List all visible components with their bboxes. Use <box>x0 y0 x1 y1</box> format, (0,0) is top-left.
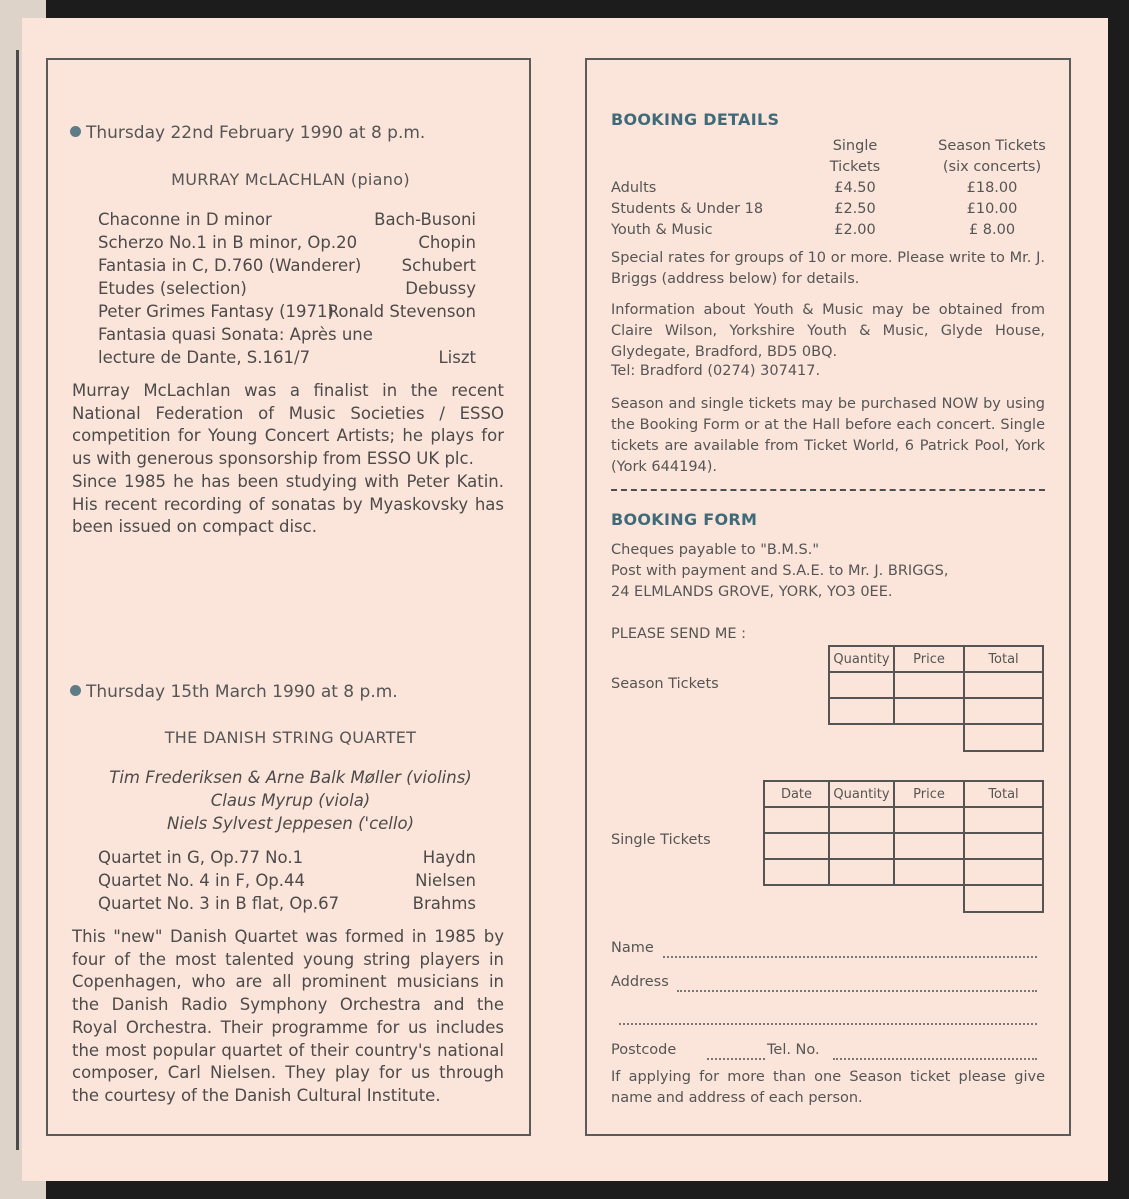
col-season-header-1: Season Tickets <box>938 138 1046 154</box>
price-row-label: Youth & Music <box>611 222 713 238</box>
programme-row: Chaconne in D minor Bach-Busoni <box>98 210 476 229</box>
booking-form-title: BOOKING FORM <box>611 510 758 529</box>
programme-row: lecture de Dante, S.161/7 Liszt <box>98 348 476 367</box>
address-field-line-2[interactable] <box>619 1023 1037 1025</box>
single-quantity-cell[interactable] <box>829 807 894 833</box>
programme-row: Etudes (selection) Debussy <box>98 279 476 298</box>
concert-panel <box>46 58 531 1136</box>
price-row-single: £4.50 <box>834 180 876 196</box>
season-ticket-grid <box>828 645 1044 752</box>
youth-music-tel: Tel: Bradford (0274) 307417. <box>611 363 821 379</box>
bullet-icon <box>70 126 81 137</box>
single-price-cell[interactable] <box>894 807 964 833</box>
youth-music-info: Information about Youth & Music may be obtained from Claire Wilson, Yorkshire Youth & Music, Glyde House, Glydegate, Bradford, BD5 0BQ. <box>611 302 1045 360</box>
concert1-date: Thursday 22nd February 1990 at 8 p.m. <box>70 123 425 143</box>
season-price-cell[interactable] <box>894 698 964 724</box>
price-row-season: £10.00 <box>966 201 1018 217</box>
programme-sheet <box>22 18 1108 1181</box>
season-quantity-cell[interactable] <box>829 672 894 698</box>
programme-row: Peter Grimes Fantasy (1971) Ronald Stevenson <box>98 302 476 321</box>
concert2-performer: THE DANISH STRING QUARTET <box>164 728 417 747</box>
col-quantity-header: Quantity <box>829 646 894 672</box>
programme-row: Fantasia quasi Sonata: Après une <box>98 325 373 344</box>
concert2-date: Thursday 15th March 1990 at 8 p.m. <box>70 682 398 702</box>
programme-row: Fantasia in C, D.760 (Wanderer) Schubert <box>98 256 476 275</box>
tel-field[interactable] <box>833 1058 1037 1060</box>
concert1-bio-2: Since 1985 he has been studying with Peter Katin. His recent recording of sonatas by Myaskovsky has been issued on compact disc. <box>72 472 504 537</box>
post-note: Post with payment and S.A.E. to Mr. J. BRIGGS, <box>611 563 949 579</box>
season-total-cell[interactable] <box>964 698 1043 724</box>
season-price-cell[interactable] <box>894 672 964 698</box>
season-ticket-note: Season and single tickets may be purchased NOW by using the Booking Form or at the Hall before each concert. Single tickets are available from Ticket World, 6 Patrick Pool, York (York 644194). <box>611 396 1045 475</box>
price-row-single: £2.50 <box>834 201 876 217</box>
cut-line <box>611 489 1045 491</box>
player-line: Tim Frederiksen & Arne Balk Møller (violins) <box>109 768 472 787</box>
name-label: Name <box>611 940 654 956</box>
col-total-header: Total <box>964 781 1043 807</box>
postcode-label: Postcode <box>611 1042 677 1058</box>
concert2-bio: This "new" Danish Quartet was formed in 1985 by four of the most talented young string players in Copenhagen, who are all prominent musicians in the Danish Radio Symphony Orchestra and the Royal Orchestra. Their programme for us includes the most popular quartet of their country's national composer, Carl Nielsen. They play for us through the courtesy of the Danish Cultural Institute. <box>72 927 504 1105</box>
bullet-icon <box>70 685 81 696</box>
price-row-season: £18.00 <box>966 180 1018 196</box>
footnote: If applying for more than one Season ticket please give name and address of each person. <box>611 1069 1045 1106</box>
name-field[interactable] <box>663 956 1037 958</box>
programme-row: Quartet in G, Op.77 No.1 Haydn <box>98 848 476 867</box>
single-date-cell[interactable] <box>764 807 829 833</box>
post-address: 24 ELMLANDS GROVE, YORK, YO3 0EE. <box>611 584 893 600</box>
tel-label: Tel. No. <box>767 1042 820 1058</box>
col-price-header: Price <box>894 781 964 807</box>
programme-row: Quartet No. 3 in B flat, Op.67 Brahms <box>98 894 476 913</box>
price-row-single: £2.00 <box>834 222 876 238</box>
season-grand-total-cell[interactable] <box>964 724 1043 751</box>
price-row-label: Students & Under 18 <box>611 201 764 217</box>
booking-panel <box>585 58 1071 1136</box>
col-season-header-2: (six concerts) <box>942 159 1042 175</box>
single-total-cell[interactable] <box>964 833 1043 859</box>
single-grand-total-cell[interactable] <box>964 885 1043 912</box>
single-price-cell[interactable] <box>894 859 964 885</box>
col-price-header: Price <box>894 646 964 672</box>
col-single-header-2: Tickets <box>829 159 881 175</box>
price-row-season: £ 8.00 <box>968 222 1016 238</box>
single-ticket-grid <box>763 780 1044 913</box>
col-date-header: Date <box>764 781 829 807</box>
single-date-cell[interactable] <box>764 859 829 885</box>
player-line: Niels Sylvest Jeppesen ('cello) <box>166 814 415 833</box>
cheques-note: Cheques payable to "B.M.S." <box>611 542 820 558</box>
address-label: Address <box>611 974 669 990</box>
player-line: Claus Myrup (viola) <box>210 791 371 810</box>
single-total-cell[interactable] <box>964 859 1043 885</box>
programme-row: Scherzo No.1 in B minor, Op.20 Chopin <box>98 233 476 252</box>
address-field[interactable] <box>677 990 1037 992</box>
programme-row: Quartet No. 4 in F, Op.44 Nielsen <box>98 871 476 890</box>
group-rates-note: Special rates for groups of 10 or more. Please write to Mr. J. Briggs (address below) for details. <box>611 250 1045 287</box>
col-single-header-1: Single <box>832 138 878 154</box>
single-tickets-label: Single Tickets <box>611 832 711 848</box>
booking-details-title: BOOKING DETAILS <box>611 110 780 129</box>
col-total-header: Total <box>964 646 1043 672</box>
concert1-performer: MURRAY McLACHLAN (piano) <box>171 170 410 189</box>
season-quantity-cell[interactable] <box>829 698 894 724</box>
single-quantity-cell[interactable] <box>829 833 894 859</box>
concert1-bio: Murray McLachlan was a finalist in the recent National Federation of Music Societies / ESSO competition for Young Concert Artists; he plays for us with generous sponsorship from ESSO UK plc. <box>72 381 504 469</box>
season-tickets-label: Season Tickets <box>611 676 719 692</box>
postcode-field[interactable] <box>707 1058 765 1060</box>
single-total-cell[interactable] <box>964 807 1043 833</box>
season-total-cell[interactable] <box>964 672 1043 698</box>
price-row-label: Adults <box>611 180 657 196</box>
single-price-cell[interactable] <box>894 833 964 859</box>
col-quantity-header: Quantity <box>829 781 894 807</box>
please-send-label: PLEASE SEND ME : <box>611 626 747 642</box>
single-quantity-cell[interactable] <box>829 859 894 885</box>
single-date-cell[interactable] <box>764 833 829 859</box>
